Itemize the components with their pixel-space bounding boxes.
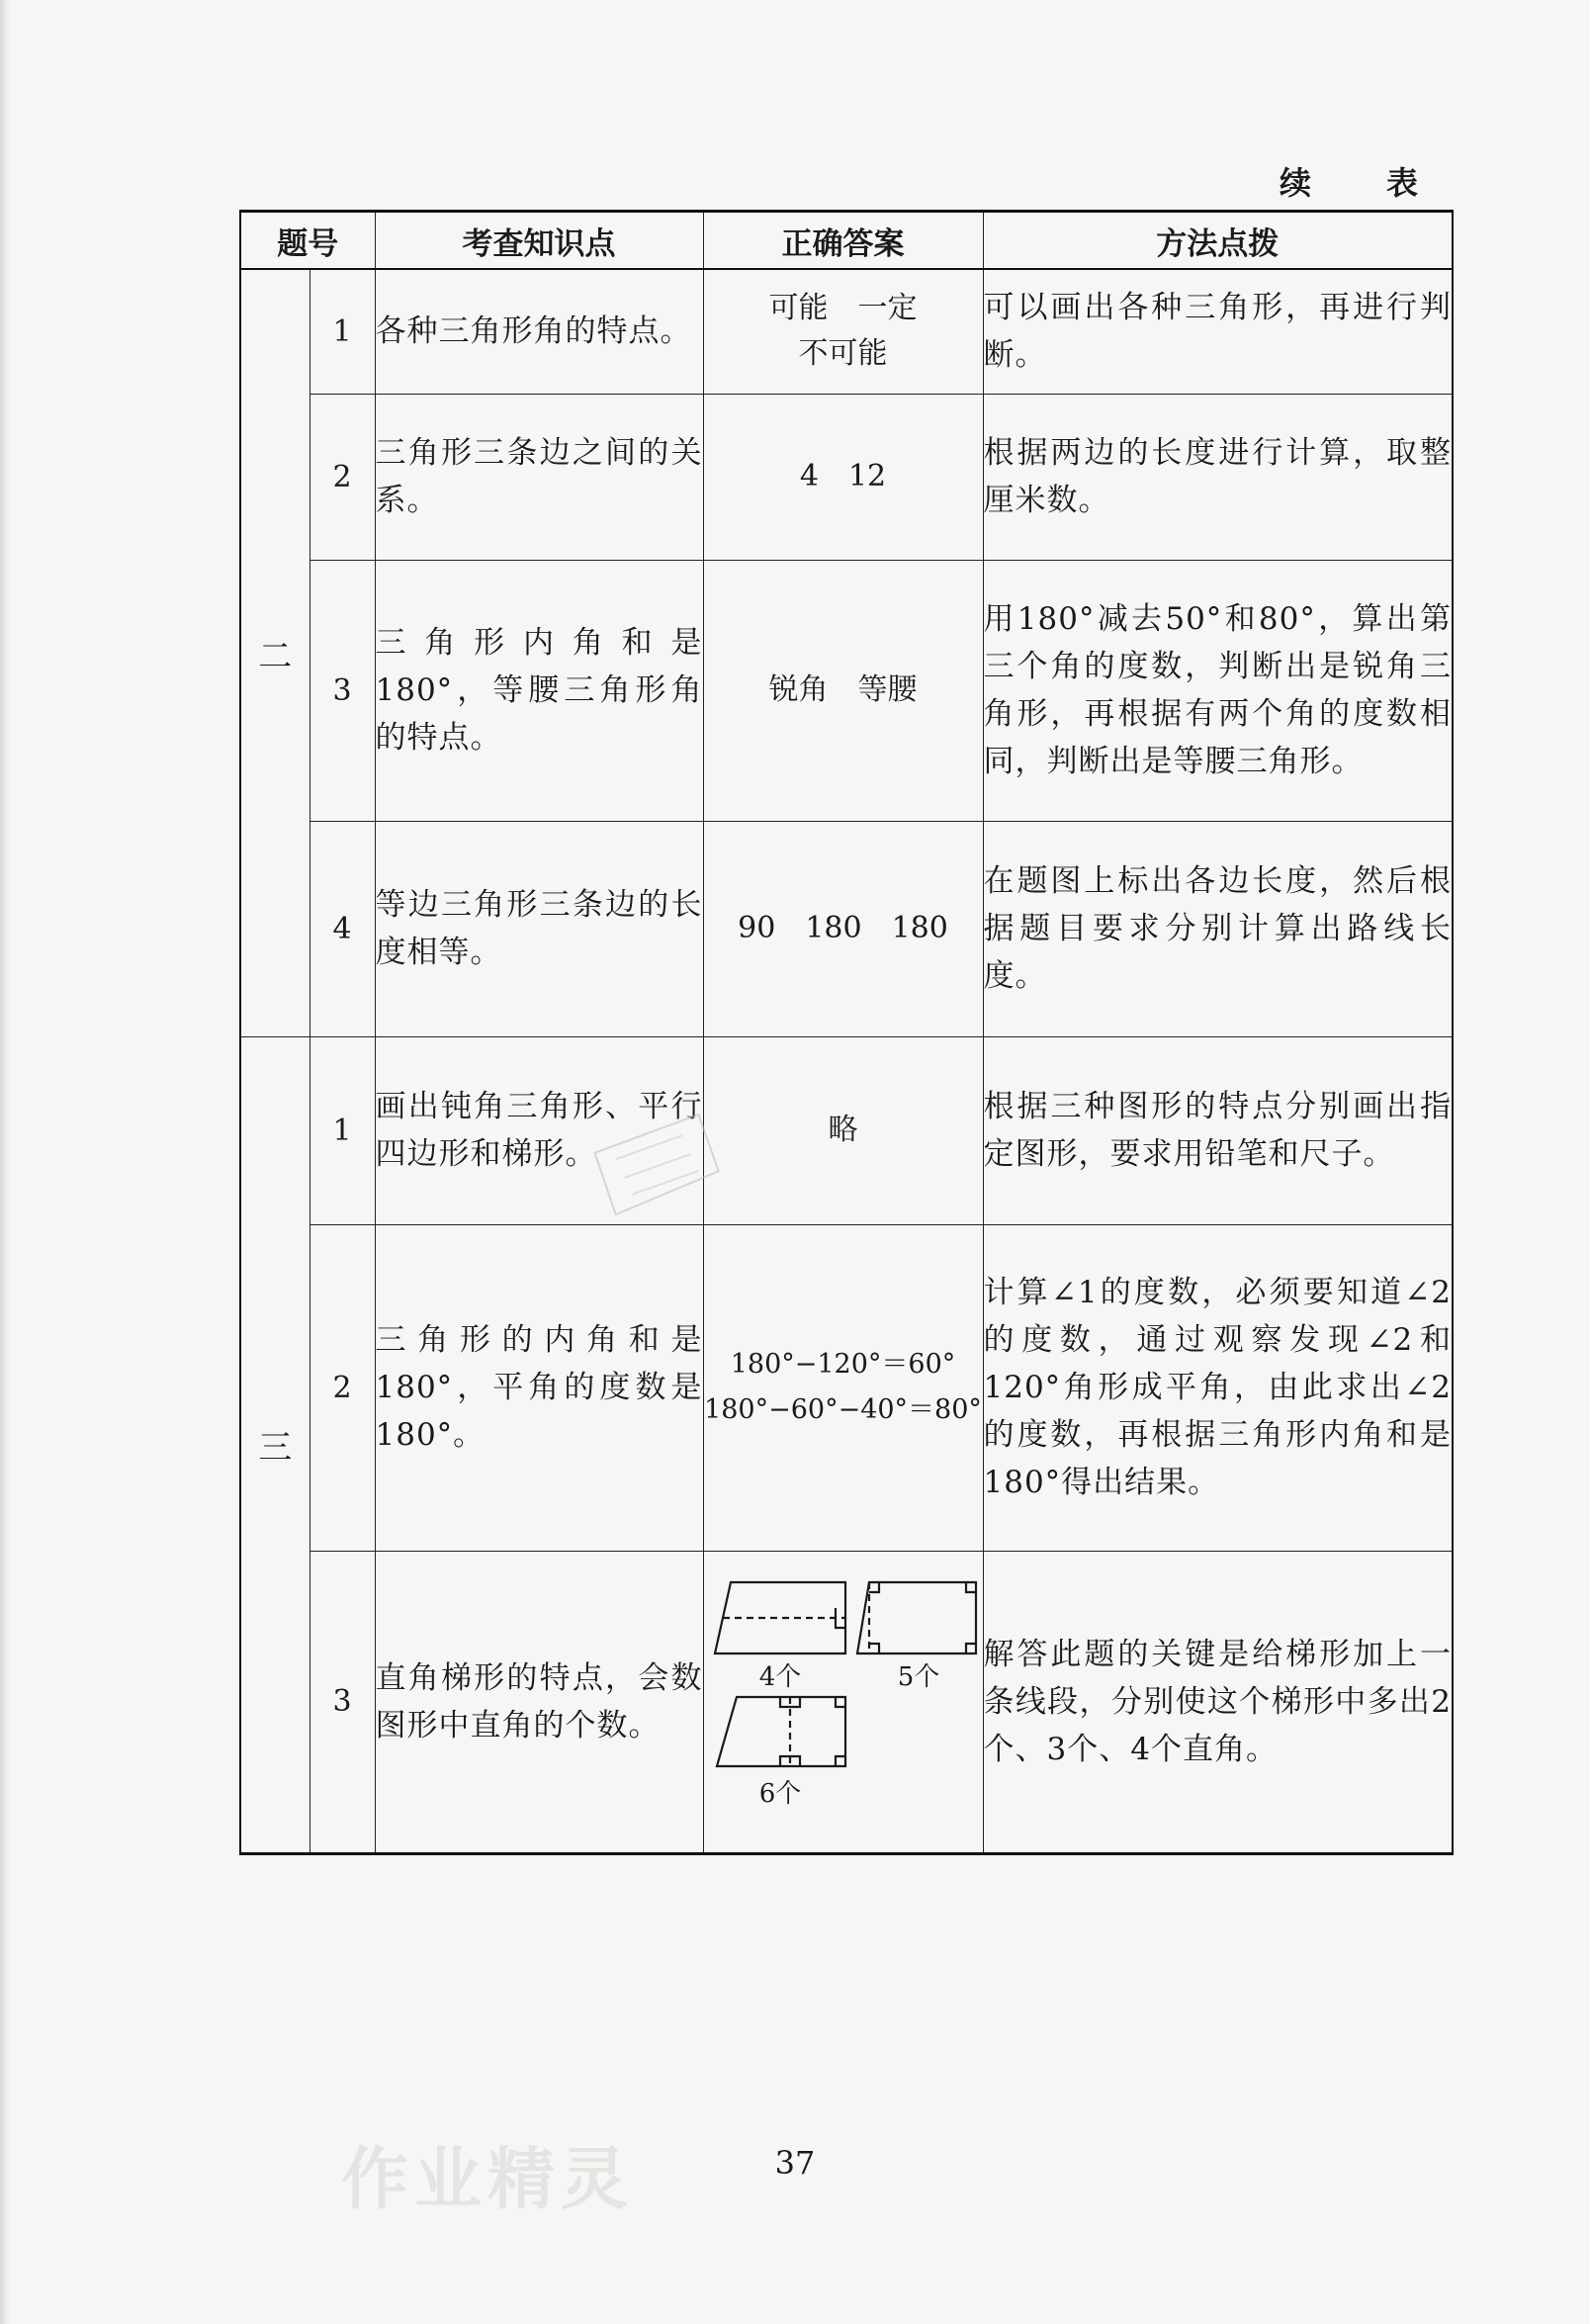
header-no: 题号 [240,212,375,270]
header-answer: 正确答案 [703,212,983,270]
answer-line: 不可能 [798,336,888,372]
table-row [240,269,1453,394]
answer-cell [703,394,983,560]
answer-cell [703,1551,983,1853]
answer-line: 90 180 180 [738,911,948,945]
table-header-row [240,212,1453,270]
answer-cell [703,269,983,394]
knowledge-point: 各种三角形角的特点。 [375,269,703,394]
trapezoid-diagram [709,1568,978,1835]
method-tip: 根据三种图形的特点分别画出指定图形，要求用铅笔和尺子。 [983,1036,1453,1224]
method-tip: 在题图上标出各边长度，然后根据题目要求分别计算出路线长度。 [983,821,1453,1036]
answer-table [239,210,1454,1855]
section-label: 三 [240,1036,309,1853]
continued-label: 续 表 [1279,164,1440,202]
trapezoid-figures [709,1568,978,1835]
table-row [240,1224,1453,1551]
answer-cell [703,1036,983,1224]
table-row [240,394,1453,560]
trapezoid-figure-2 [857,1582,976,1654]
figure-label-1: 4个 [758,1661,801,1692]
answer-line: 略 [828,1113,858,1147]
watermark-logo: 作业精灵 [341,2141,635,2219]
section-label: 二 [240,269,309,1036]
knowledge-point: 三角形的内角和是180°，平角的度数是180°。 [375,1224,703,1551]
question-number: 3 [309,1551,375,1853]
page-number: 37 [774,2144,816,2182]
table-row [240,1551,1453,1853]
question-number: 1 [309,269,375,394]
table-row [240,560,1453,821]
method-tip: 解答此题的关键是给梯形加上一条线段，分别使这个梯形中多出2个、3个、4个直角。 [983,1551,1453,1853]
figure-label-3: 6个 [758,1778,801,1809]
method-tip: 计算∠1的度数，必须要知道∠2的度数，通过观察发现∠2和120°角形成平角，由此求出∠2的度数，再根据三角形内角和是180°得出结果。 [983,1224,1453,1551]
header-method: 方法点拨 [983,212,1453,270]
answer-cell [703,821,983,1036]
trapezoid-figure-1 [715,1582,845,1654]
page-edge [0,0,10,2324]
question-number: 2 [309,394,375,560]
answer-cell [703,560,983,821]
knowledge-point: 三角形内角和是180°，等腰三角形角的特点。 [375,560,703,821]
figure-label-2: 5个 [897,1661,939,1692]
knowledge-point: 画出钝角三角形、平行四边形和梯形。 [375,1036,703,1224]
question-number: 4 [309,821,375,1036]
method-tip: 可以画出各种三角形，再进行判断。 [983,269,1453,394]
table-row [240,821,1453,1036]
knowledge-point: 直角梯形的特点，会数图形中直角的个数。 [375,1551,703,1853]
knowledge-point: 等边三角形三条边的长度相等。 [375,821,703,1036]
method-tip: 根据两边的长度进行计算，取整厘米数。 [983,394,1453,560]
method-tip: 用180°减去50°和80°，算出第三个角的度数，判断出是锐角三角形，再根据有两个角的度数相同，判断出是等腰三角形。 [983,560,1453,821]
question-number: 2 [309,1224,375,1551]
answer-line: 可能 一定 [768,291,918,326]
answer-line: 180°−120°＝60° [730,1349,956,1380]
answer-cell [703,1224,983,1551]
answer-line: 4 12 [799,459,887,493]
answer-line: 180°−60°−40°＝80° [704,1394,982,1425]
question-number: 1 [309,1036,375,1224]
table-row [240,1036,1453,1224]
answer-line: 锐角 等腰 [768,672,918,707]
trapezoid-figure-3 [717,1697,845,1766]
header-knowledge: 考查知识点 [375,212,703,270]
knowledge-point: 三角形三条边之间的关系。 [375,394,703,560]
question-number: 3 [309,560,375,821]
